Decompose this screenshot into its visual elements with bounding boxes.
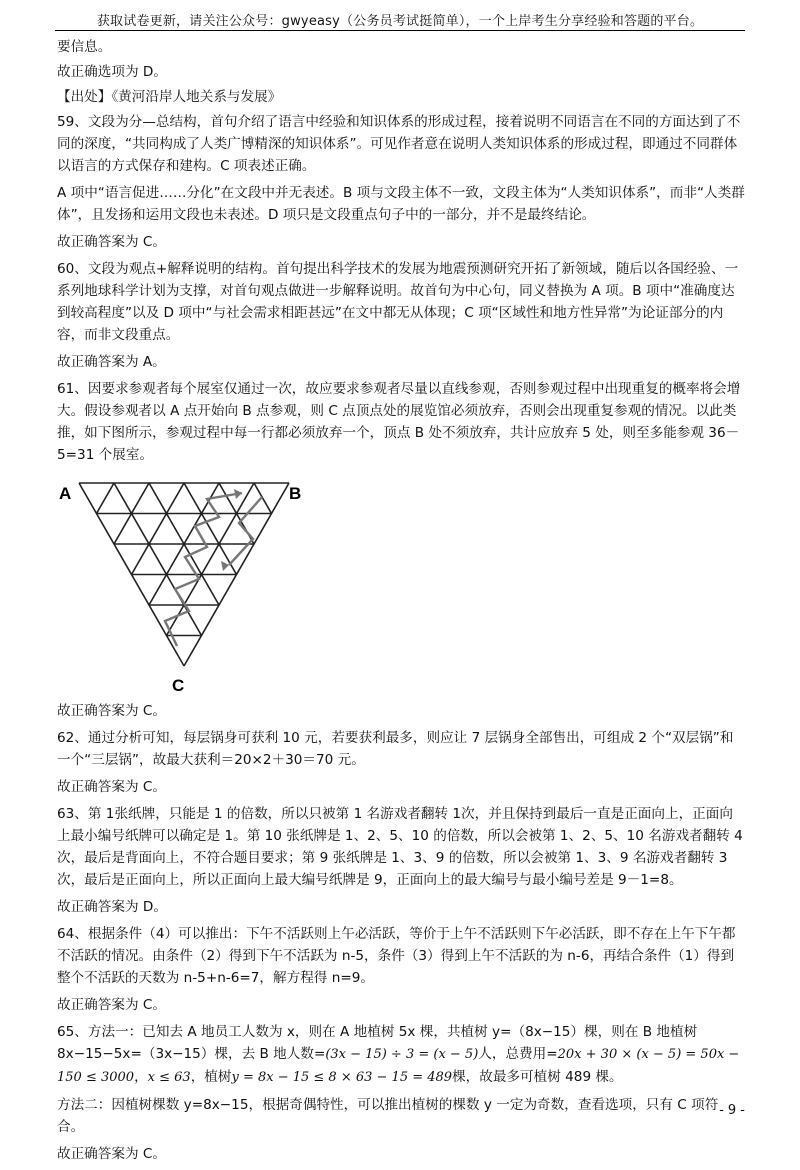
- document-body: [57, 36, 745, 1170]
- solution-63: 63、第 1张纸牌，只能是 1 的倍数，所以只被第 1 名游戏者翻转 1次，并且保持到最后一直是正面向上，正面向上最小编号纸牌可以确定是 1。第 10 张纸牌是 1、2、5、10 的倍数，所以会被第 1、2、5、10 名游戏者翻转 4次，最后是背面向上，不符合题目要求；第 9 张纸牌是 1、3、9 的倍数，所以会被第 1、3、9 名游戏者翻转 3 次，最后是正面向上，所以正面向上最大编号纸牌是 9，正面向上的最大编号与最小编号差是 9－1=8。: [57, 806, 743, 888]
- solution-62: 62、通过分析可知，每层锅身可获利 10 元，若要获利最多，则应让 7 层锅身全部售出，可组成 2 个“双层锅”和一个“三层锅”，故最大获利＝20×2＋30＝70 元。: [57, 730, 734, 768]
- answer-63: 故正确答案为 D。: [57, 899, 167, 915]
- solution-59-part1: 59、文段为分—总结构，首句介绍了语言中经验和知识体系的形成过程，接着说明不同语言在不同的方面达到了不同的深度，“共同构成了人类广博精深的知识体系”。可见作者意在说明人类知识体系的形成过程，即通过不同群体以语言的方式保存和建构。C 项表述正确。: [57, 114, 741, 174]
- method1-text-4: 棵，故最多可植树 489 棵。: [452, 1069, 623, 1085]
- answer-65: 故正确答案为 C。: [57, 1146, 166, 1162]
- solution-65-method1: [57, 1021, 745, 1089]
- answer-62: 故正确答案为 C。: [57, 779, 166, 795]
- grid-line-diagonal-left: [254, 483, 272, 514]
- page-number: - 9 -: [719, 1103, 745, 1118]
- solution-59-part2: A 项中“语言促进……分化”在文段中并无表述。B 项与文段主体不一致，文段主体为“人类知识体系”，而非“人类群体”，且发扬和运用文段也未表述。D 项只是文段重点句子中的一部分，并不是最终结论。: [57, 185, 745, 223]
- formula-total-cost: 20x + 30 × (x − 5) = 50x − 150 ≤ 3000: [57, 1047, 740, 1085]
- vertex-label-a: A: [59, 484, 72, 503]
- answer-61: 故正确答案为 C。: [57, 703, 166, 719]
- method1-separator: ，: [134, 1069, 148, 1085]
- source-citation: 【出处】《黄河沿岸人地关系与发展》: [57, 89, 282, 105]
- answer-64: 故正确答案为 C。: [57, 997, 166, 1013]
- solution-61: 61、因要求参观者每个展室仅通过一次，故应要求参观者尽量以直线参观，否则参观过程中出现重复的概率将会增大。假设参观者以 A 点开始向 B 点参观，则 C 点顶点处的展览馆必须放弃，否则会出现重复参观的情况。以此类推，如下图所示，参观过程中每一行都必须放弃一个，顶点 B 处不须放弃，共计应放弃 5 处，则至多能参观 36－5=31 个展室。: [57, 381, 741, 463]
- arrow-head-icon: [221, 561, 229, 571]
- triangle-diagram: [57, 471, 357, 696]
- answer-59: 故正确答案为 C。: [57, 234, 166, 250]
- page-header: 获取试卷更新，请关注公众号：gwyeasy（公务员考试挺简单），一个上岸考生分享经验和答题的平台。: [96, 14, 704, 29]
- answer-60: 故正确答案为 A。: [57, 354, 166, 370]
- arrow-head-icon: [234, 489, 242, 499]
- method1-text-3: ，植树: [190, 1069, 232, 1085]
- solution-65-method2: 方法二：因植树棵数 y=8x−15，根据奇偶特性，可以推出植树的棵数 y 一定为奇数，查看选项，只有 C 项符合。: [57, 1097, 719, 1135]
- vertex-label-c: C: [172, 676, 185, 695]
- method1-text-2: 人，总费用=: [478, 1046, 558, 1062]
- method1-text-1: 65、方法一：已知去 A 地员工人数为 x，则在 A 地植树 5x 棵，共植树 y=（8x−15）棵，则在 B 地植树 8x−15−5x=（3x−15）棵，去 B 地人数=: [57, 1024, 698, 1062]
- answer-58: 故正确选项为 D。: [57, 64, 167, 80]
- formula-x-bound: x ≤ 63: [147, 1070, 191, 1085]
- formula-tree-count: y = 8x − 15 ≤ 8 × 63 − 15 = 489: [231, 1070, 453, 1085]
- triangle-figure: [57, 471, 357, 696]
- solution-64: 64、根据条件（4）可以推出：下午不活跃则上午必活跃，等价于上午不活跃则下午必活跃，即不存在上午下午都不活跃的情况。由条件（2）得到下午不活跃为 n-5，条件（3）得到上午不活跃的为 n-6，再结合条件（1）得到整个不活跃的天数为 n-5+n-6=7，解方程得 n=9。: [57, 926, 736, 986]
- vertex-label-b: B: [289, 484, 302, 503]
- grid-line-diagonal-right: [97, 483, 115, 514]
- header-divider: [55, 30, 745, 31]
- solution-60: 60、文段为观点+解释说明的结构。首句提出科学技术的发展为地震预测研究开拓了新领域，随后以各国经验、一系列地球科学计划为支撑，对首句观点做进一步解释说明。故首句为中心句，同义替换为 A 项。B 项中“准确度达到较高程度”以及 D 项中“与社会需求相距甚远”在文中都无从体现；C 项“区域性和地方性异常”为论证部分的内容，而非文段重点。: [57, 261, 739, 343]
- formula-b-count: (3x − 15) ÷ 3 = (x − 5): [325, 1047, 479, 1062]
- paragraph-continuation: 要信息。: [57, 39, 112, 55]
- grid-line-diagonal-left: [114, 483, 202, 636]
- visit-path-arrow: [229, 497, 262, 565]
